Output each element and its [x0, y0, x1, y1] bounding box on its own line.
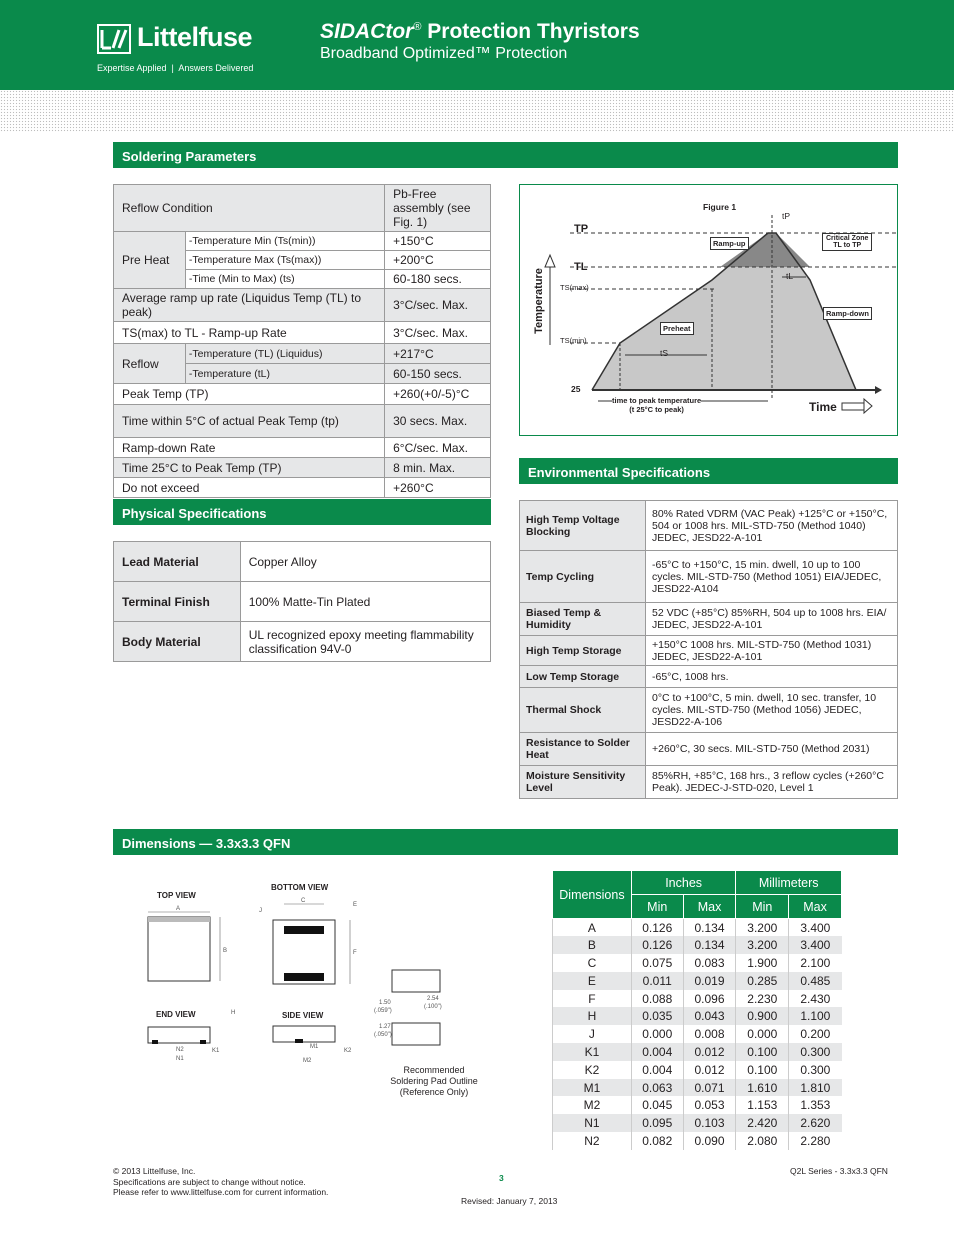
env-key: Temp Cycling	[520, 551, 646, 603]
cell: Pb-Free assembly (see Fig. 1)	[385, 185, 491, 232]
env-key: Biased Temp & Humidity	[520, 603, 646, 636]
tp-label: TP	[574, 223, 589, 235]
dot-pattern-band	[0, 90, 954, 132]
table-row	[520, 766, 898, 799]
dim-cell: 0.035	[631, 1007, 683, 1025]
cell: 8 min. Max.	[385, 458, 491, 478]
cell: TS(max) to TL - Ramp-up Rate	[114, 322, 385, 344]
table-row	[553, 919, 842, 937]
end-view-label: END VIEW	[156, 1010, 196, 1019]
table-row	[520, 551, 898, 603]
dim-cell: 1.153	[736, 1096, 789, 1114]
dim-cell: 0.043	[683, 1007, 736, 1025]
cell: +260(+0/-5)°C	[385, 384, 491, 405]
footer-revised: Revised: January 7, 2013	[461, 1196, 558, 1206]
dim-cell: 0.285	[736, 972, 789, 990]
dim-cell: 0.083	[683, 954, 736, 972]
spec-key: Body Material	[114, 622, 241, 662]
env-key: Low Temp Storage	[520, 666, 646, 688]
cell: +260°C	[385, 478, 491, 498]
dimensions-heading: Dimensions — 3.3x3.3 QFN	[113, 829, 898, 855]
table-row	[520, 636, 898, 666]
page-title: SIDACtor® Protection Thyristors	[320, 20, 640, 43]
pad-outline-caption: Recommended Soldering Pad Outline (Reference Only)	[390, 1065, 478, 1097]
cell: Peak Temp (TP)	[114, 384, 385, 405]
env-value: 0°C to +100°C, 5 min. dwell, 10 sec. transfer, 10 cycles. MIL-STD-750 (Method 1056) JEDEC, JESD22-A-106	[646, 688, 898, 733]
cell: Ramp-down Rate	[114, 438, 385, 458]
dim-cell: 3.200	[736, 936, 789, 954]
env-value: -65°C, 1008 hrs.	[646, 666, 898, 688]
dim-cell: C	[553, 954, 632, 972]
spec-value: UL recognized epoxy meeting flammability classification 94V-0	[240, 622, 490, 662]
dim-k1: K1	[212, 1048, 220, 1054]
table-row	[553, 1025, 842, 1043]
dim-cell: 0.000	[736, 1025, 789, 1043]
dim-cell: N2	[553, 1132, 632, 1150]
top-view-label: TOP VIEW	[157, 891, 196, 900]
physical-heading: Physical Specifications	[113, 499, 491, 525]
dim-cell: 0.008	[683, 1025, 736, 1043]
cell: 3°C/sec. Max.	[385, 289, 491, 322]
dim-cell: J	[553, 1025, 632, 1043]
inches-header: Inches	[631, 871, 736, 895]
dim-cell: 0.045	[631, 1096, 683, 1114]
env-value: 52 VDC (+85°C) 85%RH, 504 up to 1008 hrs. EIA/ JEDEC, JESD22-A-101	[646, 603, 898, 636]
dim-cell: 0.900	[736, 1007, 789, 1025]
dim-cell: 0.100	[736, 1043, 789, 1061]
dim-cell: 0.000	[631, 1025, 683, 1043]
cell: 6°C/sec. Max.	[385, 438, 491, 458]
dim-k2: K2	[344, 1048, 352, 1054]
dim-e: E	[353, 902, 358, 908]
pad-width-label: 2.54	[427, 996, 439, 1002]
dim-cell: 2.280	[789, 1132, 842, 1150]
env-key: Resistance to Solder Heat	[520, 733, 646, 766]
dim-cell: 3.200	[736, 919, 789, 937]
cell: Time 25°C to Peak Temp (TP)	[114, 458, 385, 478]
cell: -Temperature (tL)	[185, 364, 384, 384]
dim-cell: 0.004	[631, 1061, 683, 1079]
dim-m2: M2	[303, 1058, 312, 1064]
cell: Reflow	[114, 344, 186, 384]
footer-copyright: © 2013 Littelfuse, Inc. Specifications are subject to change without notice. Please refer to www.littelfuse.com for current information.	[113, 1166, 329, 1197]
table-row	[114, 582, 491, 622]
min-header: Min	[736, 895, 789, 919]
dim-a: A	[176, 906, 181, 912]
table-row	[553, 936, 842, 954]
dim-cell: 0.082	[631, 1132, 683, 1150]
dim-cell: 2.420	[736, 1114, 789, 1132]
dim-cell: H	[553, 1007, 632, 1025]
logo-text: Littelfuse	[137, 22, 253, 52]
dim-f: F	[353, 950, 357, 956]
dim-cell: M1	[553, 1079, 632, 1097]
mm-header: Millimeters	[736, 871, 842, 895]
physical-table	[113, 541, 491, 662]
dim-j: J	[259, 908, 262, 914]
table-row	[553, 1096, 842, 1114]
env-value: +150°C 1008 hrs. MIL-STD-750 (Method 1031) JEDEC, JESD22-A-101	[646, 636, 898, 666]
max-header: Max	[683, 895, 736, 919]
dim-cell: 0.126	[631, 919, 683, 937]
dim-cell: 0.485	[789, 972, 842, 990]
dim-cell: 0.012	[683, 1043, 736, 1061]
spec-key: Lead Material	[114, 542, 241, 582]
dim-n2: N2	[176, 1047, 184, 1053]
dim-cell: 0.019	[683, 972, 736, 990]
table-row	[553, 1061, 842, 1079]
dim-cell: K2	[553, 1061, 632, 1079]
cell: Pre Heat	[114, 232, 186, 289]
tp-small-label: tP	[782, 211, 791, 221]
cell: +217°C	[385, 344, 491, 364]
pad-width-inch-label: (.100")	[424, 1004, 442, 1010]
dim-cell: 1.810	[789, 1079, 842, 1097]
env-value: +260°C, 30 secs. MIL-STD-750 (Method 2031)	[646, 733, 898, 766]
environmental-table	[519, 500, 898, 799]
cell: Do not exceed	[114, 478, 385, 498]
reflow-profile-figure	[519, 184, 898, 436]
dim-cell: 1.900	[736, 954, 789, 972]
spec-value: Copper Alloy	[240, 542, 490, 582]
dim-cell: 2.430	[789, 990, 842, 1008]
bottom-view-label: BOTTOM VIEW	[271, 883, 329, 892]
dim-cell: 0.300	[789, 1061, 842, 1079]
dim-cell: 3.400	[789, 936, 842, 954]
cell: +200°C	[385, 251, 491, 270]
table-row	[553, 954, 842, 972]
dim-cell: 0.004	[631, 1043, 683, 1061]
y-axis-label: Temperature	[532, 268, 545, 334]
env-value: 80% Rated VDRM (VAC Peak) +125°C or +150°C, 504 or 1008 hrs. MIL-STD-750 (Method 1040) JEDEC, JESD22-A-101	[646, 501, 898, 551]
table-row	[520, 733, 898, 766]
cell: -Temperature (TL) (Liquidus)	[185, 344, 384, 364]
min-header: Min	[631, 895, 683, 919]
env-key: Thermal Shock	[520, 688, 646, 733]
tl-label: TL	[574, 261, 588, 273]
table-row	[553, 1132, 842, 1150]
dim-cell: 1.353	[789, 1096, 842, 1114]
pad-h1b-label: (.059")	[374, 1008, 392, 1014]
cell: 3°C/sec. Max.	[385, 322, 491, 344]
dim-cell: 0.103	[683, 1114, 736, 1132]
tl-small-label: tL	[786, 271, 794, 281]
dim-cell: 2.080	[736, 1132, 789, 1150]
logo-mark-icon	[97, 24, 131, 54]
table-row	[553, 1043, 842, 1061]
dim-cell: 0.126	[631, 936, 683, 954]
dim-h: H	[231, 1010, 236, 1016]
critical-zone-label: Critical Zone TL to TP	[822, 233, 872, 251]
env-key: High Temp Storage	[520, 636, 646, 666]
page-header	[0, 0, 954, 90]
dim-cell: 0.100	[736, 1061, 789, 1079]
page-number: 3	[499, 1173, 504, 1183]
dim-cell: 0.012	[683, 1061, 736, 1079]
dim-cell: 2.100	[789, 954, 842, 972]
cell: -Temperature Min (Ts(min))	[185, 232, 384, 251]
cell: -Time (Min to Max) (ts)	[185, 270, 384, 289]
t25-label: 25	[571, 384, 581, 394]
dim-cell: 1.610	[736, 1079, 789, 1097]
tagline: Expertise Applied | Answers Delivered	[97, 63, 254, 73]
dim-cell: 0.063	[631, 1079, 683, 1097]
ramp-up-label: Ramp-up	[710, 237, 749, 250]
dim-cell: 0.088	[631, 990, 683, 1008]
dim-cell: 0.200	[789, 1025, 842, 1043]
figure-caption: Figure 1	[703, 202, 737, 212]
dim-m1: M1	[310, 1044, 319, 1050]
dim-cell: 1.100	[789, 1007, 842, 1025]
spec-key: Terminal Finish	[114, 582, 241, 622]
table-row	[553, 972, 842, 990]
table-row	[553, 990, 842, 1008]
package-drawings	[140, 880, 500, 1110]
table-row	[520, 603, 898, 636]
cell: 30 secs. Max.	[385, 405, 491, 438]
pad-h2-label: 1.27	[379, 1024, 391, 1030]
dim-cell: 0.134	[683, 936, 736, 954]
cell: 60-180 secs.	[385, 270, 491, 289]
cell: Average ramp up rate (Liquidus Temp (TL) to peak)	[114, 289, 385, 322]
dim-cell: 0.071	[683, 1079, 736, 1097]
pad-h2b-label: (.050")	[374, 1032, 392, 1038]
dim-cell: 0.134	[683, 919, 736, 937]
table-row	[520, 501, 898, 551]
dim-c: C	[301, 898, 306, 904]
x-axis-label: Time	[809, 400, 837, 414]
dim-cell: N1	[553, 1114, 632, 1132]
dim-cell: F	[553, 990, 632, 1008]
table-row	[114, 542, 491, 582]
max-header: Max	[789, 895, 842, 919]
dim-cell: 2.230	[736, 990, 789, 1008]
table-row	[114, 622, 491, 662]
time-to-peak-label: time to peak temperature (t 25°C to peak)	[612, 396, 702, 414]
dim-cell: M2	[553, 1096, 632, 1114]
table-row	[553, 1007, 842, 1025]
side-view-label: SIDE VIEW	[282, 1011, 324, 1020]
ramp-down-label: Ramp-down	[823, 307, 872, 320]
table-row	[520, 666, 898, 688]
dim-cell: 0.300	[789, 1043, 842, 1061]
cell: -Temperature Max (Ts(max))	[185, 251, 384, 270]
dim-cell: B	[553, 936, 632, 954]
dim-cell: 2.620	[789, 1114, 842, 1132]
env-value: -65°C to +150°C, 15 min. dwell, 10 up to 100 cycles. MIL-STD-750 (Method 1051) EIA/JEDEC, JESD22-A104	[646, 551, 898, 603]
env-value: 85%RH, +85°C, 168 hrs., 3 reflow cycles (+260°C Peak). JEDEC-J-STD-020, Level 1	[646, 766, 898, 799]
dim-cell: K1	[553, 1043, 632, 1061]
dim-cell: 0.096	[683, 990, 736, 1008]
tsmin-label: TS(min)	[560, 336, 587, 345]
table-row	[553, 1114, 842, 1132]
dim-cell: 0.075	[631, 954, 683, 972]
ts-small-label: tS	[660, 348, 669, 358]
dim-cell: E	[553, 972, 632, 990]
dim-header: Dimensions	[553, 871, 632, 919]
dim-cell: A	[553, 919, 632, 937]
dim-cell: 0.053	[683, 1096, 736, 1114]
page-subtitle: Broadband Optimized™ Protection	[320, 45, 568, 62]
env-key: Moisture Sensitivity Level	[520, 766, 646, 799]
dim-cell: 0.090	[683, 1132, 736, 1150]
pad-h1-label: 1.50	[379, 1000, 391, 1006]
spec-value: 100% Matte-Tin Plated	[240, 582, 490, 622]
cell: Time within 5°C of actual Peak Temp (tp)	[114, 405, 385, 438]
environmental-heading: Environmental Specifications	[519, 458, 898, 484]
dim-cell: 0.011	[631, 972, 683, 990]
cell: +150°C	[385, 232, 491, 251]
footer-series: Q2L Series - 3.3x3.3 QFN	[790, 1166, 888, 1176]
preheat-label: Preheat	[660, 322, 694, 335]
env-key: High Temp Voltage Blocking	[520, 501, 646, 551]
dim-n1: N1	[176, 1056, 184, 1062]
cell: 60-150 secs.	[385, 364, 491, 384]
cell: Reflow Condition	[114, 185, 385, 232]
dim-cell: 3.400	[789, 919, 842, 937]
table-row	[520, 688, 898, 733]
dim-b: B	[223, 948, 228, 954]
table-row	[553, 1079, 842, 1097]
soldering-heading: Soldering Parameters	[113, 142, 898, 168]
tsmax-label: TS(max)	[560, 283, 589, 292]
soldering-table	[113, 184, 491, 498]
dimensions-table	[552, 870, 842, 1150]
dim-cell: 0.095	[631, 1114, 683, 1132]
